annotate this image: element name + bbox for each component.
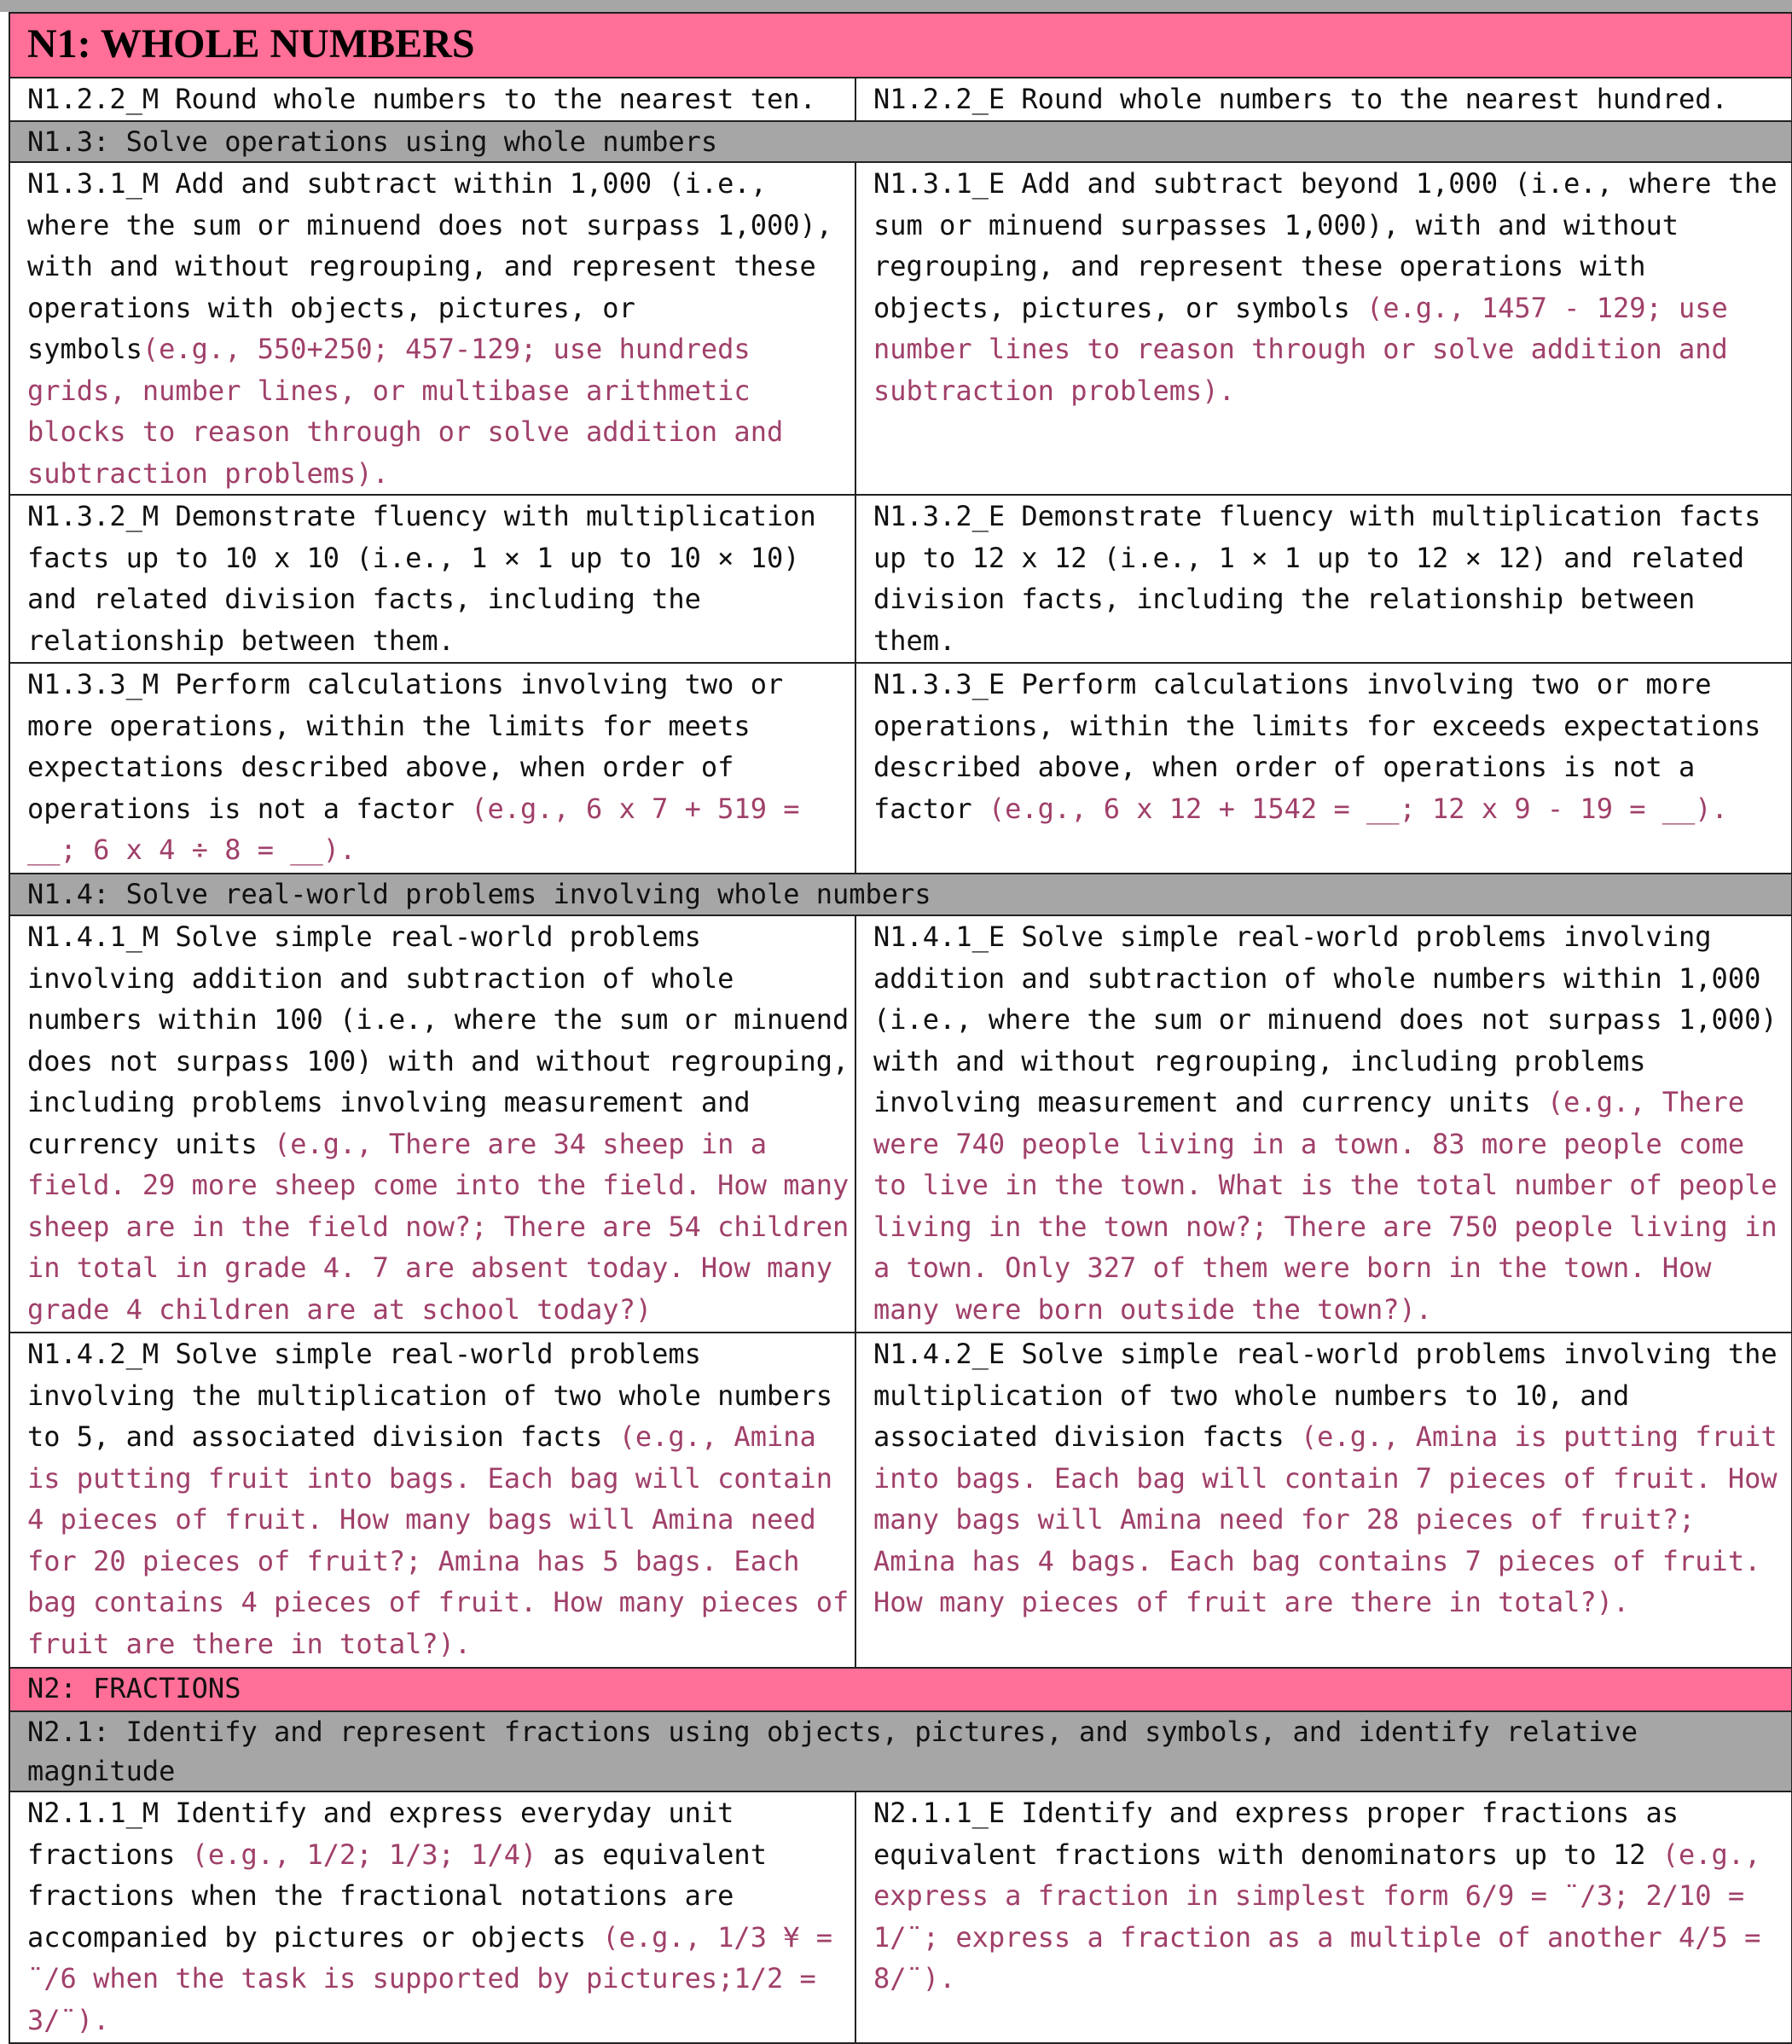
exceeds-cell-n2-1-1: N2.1.1_E Identify and express proper fractions as equivalent fractions with denominators up to 12 (e.g., express a fraction in simplest form 6/9 = ¨/3; 2/10 = 1/¨; express a fraction as a multiple of another 4/5 = 8/¨). xyxy=(855,1791,1792,2043)
subsection-row xyxy=(9,1711,1792,1791)
exceeds-cell-n1-4-1: N1.4.1_E Solve simple real-world problems involving addition and subtraction of whole numbers within 1,000 (i.e., where the sum or minuend does not surpass 1,000) with and without regrouping, including problems involving measurement and currency units (e.g., There were 740 people living in a town. 83 more people come to live in the town. What is the total number of people living in the town now?; There are 750 people living in a town. Only 327 of them were born in the town. How many were born outside the town?). xyxy=(855,915,1792,1333)
standards-table xyxy=(9,12,1792,2044)
subsection-row xyxy=(9,874,1792,915)
section-heading-n2: N2: FRACTIONS xyxy=(9,1668,1792,1711)
section-title: N1: WHOLE NUMBERS xyxy=(9,13,1792,78)
exceeds-cell-n1-4-2: N1.4.2_E Solve simple real-world problems involving the multiplication of two whole numbers to 10, and associated division facts (e.g., Amina is putting fruit into bags. Each bag will contain 7 pieces of fruit. How many bags will Amina need for 28 pieces of fruit?; Amina has 4 bags. Each bag contains 7 pieces of fruit. How many pieces of fruit are there in total?). xyxy=(855,1333,1792,1668)
table-row xyxy=(9,78,1792,121)
subsection-heading-n2-1: N2.1: Identify and represent fractions using objects, pictures, and symbols, and identify relative magnitude xyxy=(9,1711,1792,1791)
meets-cell-n1-3-1: N1.3.1_M Add and subtract within 1,000 (i.e., where the sum or minuend does not surpass 1,000), with and without regrouping, and represent these operations with objects, pictures, or symbols(e.g., 550+250; 457-129; use hundreds grids, number lines, or multibase arithmetic blocks to reason through or solve addition and subtraction problems). xyxy=(9,162,855,495)
example-text: (e.g., 6 x 12 + 1542 = __; 12 x 9 - 19 = __). xyxy=(988,792,1728,825)
table-row xyxy=(9,162,1792,495)
example-text: (e.g., express a fraction in simplest form 6/9 = ¨/3; 2/10 = 1/¨; express a fraction as a multiple of another 4/5 = 8/¨). xyxy=(873,1838,1761,1995)
example-text: (e.g., 1457 - 129; use number lines to reason through or solve addition and subtraction problems). xyxy=(873,291,1728,407)
table-row xyxy=(9,663,1792,874)
section-title-row xyxy=(9,13,1792,78)
example-text: (e.g., 6 x 7 + 519 = __; 6 x 4 ÷ 8 = __). xyxy=(27,792,800,866)
table-row xyxy=(9,915,1792,1333)
exceeds-cell-n1-3-1: N1.3.1_E Add and subtract beyond 1,000 (i.e., where the sum or minuend surpasses 1,000), with and without regrouping, and represent these operations with objects, pictures, or symbols (e.g., 1457 - 129; use number lines to reason through or solve addition and subtraction problems). xyxy=(855,162,1792,495)
example-text: (e.g., There were 740 people living in a town. 83 more people come to live in the town. What is the total number of people living in the town now?; There are 750 people living in a town. Only 327 of them were born in the town. How many were born outside the town?). xyxy=(873,1086,1778,1326)
example-text: (e.g., 1/3 ¥ = ¨/6 when the task is supported by pictures;1/2 = 3/¨). xyxy=(27,1920,833,2036)
section-row xyxy=(9,1668,1792,1711)
table-row xyxy=(9,1333,1792,1668)
meets-cell-n1-2-2: N1.2.2_M Round whole numbers to the nearest ten. xyxy=(9,78,855,121)
top-grey-band xyxy=(0,0,1792,12)
exceeds-cell-n1-2-2: N1.2.2_E Round whole numbers to the nearest hundred. xyxy=(855,78,1792,121)
example-text: (e.g., Amina is putting fruit into bags. Each bag will contain 4 pieces of fruit. How many bags will Amina need for 20 pieces of fruit?; Amina has 5 bags. Each bag contains 4 pieces of fruit. How many pieces of fruit are there in total?). xyxy=(27,1420,850,1660)
exceeds-cell-n1-3-2: N1.3.2_E Demonstrate fluency with multiplication facts up to 12 x 12 (i.e., 1 × 1 up to 12 × 12) and related division facts, including the relationship between them. xyxy=(855,495,1792,663)
meets-cell-n1-4-2: N1.4.2_M Solve simple real-world problems involving the multiplication of two whole numbers to 5, and associated division facts (e.g., Amina is putting fruit into bags. Each bag will contain 4 pieces of fruit. How many bags will Amina need for 20 pieces of fruit?; Amina has 5 bags. Each bag contains 4 pieces of fruit. How many pieces of fruit are there in total?). xyxy=(9,1333,855,1668)
example-text: (e.g., Amina is putting fruit into bags. Each bag will contain 7 pieces of fruit. How many bags will Amina need for 28 pieces of fruit?; Amina has 4 bags. Each bag contains 7 pieces of fruit. How many pieces of fruit are there in total?). xyxy=(873,1420,1778,1618)
meets-cell-n2-1-1: N2.1.1_M Identify and express everyday unit fractions (e.g., 1/2; 1/3; 1/4) as equivalent fractions when the fractional notations are accompanied by pictures or objects (e.g., 1/3 ¥ = ¨/6 when the task is supported by pictures;1/2 = 3/¨). xyxy=(9,1791,855,2043)
table-row xyxy=(9,495,1792,663)
meets-cell-n1-3-3: N1.3.3_M Perform calculations involving two or more operations, within the limits for meets expectations described above, when order of operations is not a factor (e.g., 6 x 7 + 519 = __; 6 x 4 ÷ 8 = __). xyxy=(9,663,855,874)
meets-cell-n1-4-1: N1.4.1_M Solve simple real-world problems involving addition and subtraction of whole numbers within 100 (i.e., where the sum or minuend does not surpass 100) with and without regrouping, including problems involving measurement and currency units (e.g., There are 34 sheep in a field. 29 more sheep come into the field. How many sheep are in the field now?; There are 54 children in total in grade 4. 7 are absent today. How many grade 4 children are at school today?) xyxy=(9,915,855,1333)
example-text: (e.g., 1/2; 1/3; 1/4) xyxy=(191,1838,537,1871)
meets-cell-n1-3-2: N1.3.2_M Demonstrate fluency with multiplication facts up to 10 x 10 (i.e., 1 × 1 up to 10 × 10) and related division facts, including the relationship between them. xyxy=(9,495,855,663)
example-text: (e.g., There are 34 sheep in a field. 29 more sheep come into the field. How many sheep are in the field now?; There are 54 children in total in grade 4. 7 are absent today. How many grade 4 children are at school today?) xyxy=(27,1127,850,1326)
exceeds-cell-n1-3-3: N1.3.3_E Perform calculations involving two or more operations, within the limits for exceeds expectations described above, when order of operations is not a factor (e.g., 6 x 12 + 1542 = __; 12 x 9 - 19 = __). xyxy=(855,663,1792,874)
example-text: (e.g., 550+250; 457-129; use hundreds grids, number lines, or multibase arithmetic blocks to reason through or solve addition and subtraction problems). xyxy=(27,333,784,490)
table-row xyxy=(9,1791,1792,2043)
subsection-heading-n1-3: N1.3: Solve operations using whole numbers xyxy=(9,121,1792,162)
subsection-heading-n1-4: N1.4: Solve real-world problems involving whole numbers xyxy=(9,874,1792,915)
subsection-row xyxy=(9,121,1792,162)
